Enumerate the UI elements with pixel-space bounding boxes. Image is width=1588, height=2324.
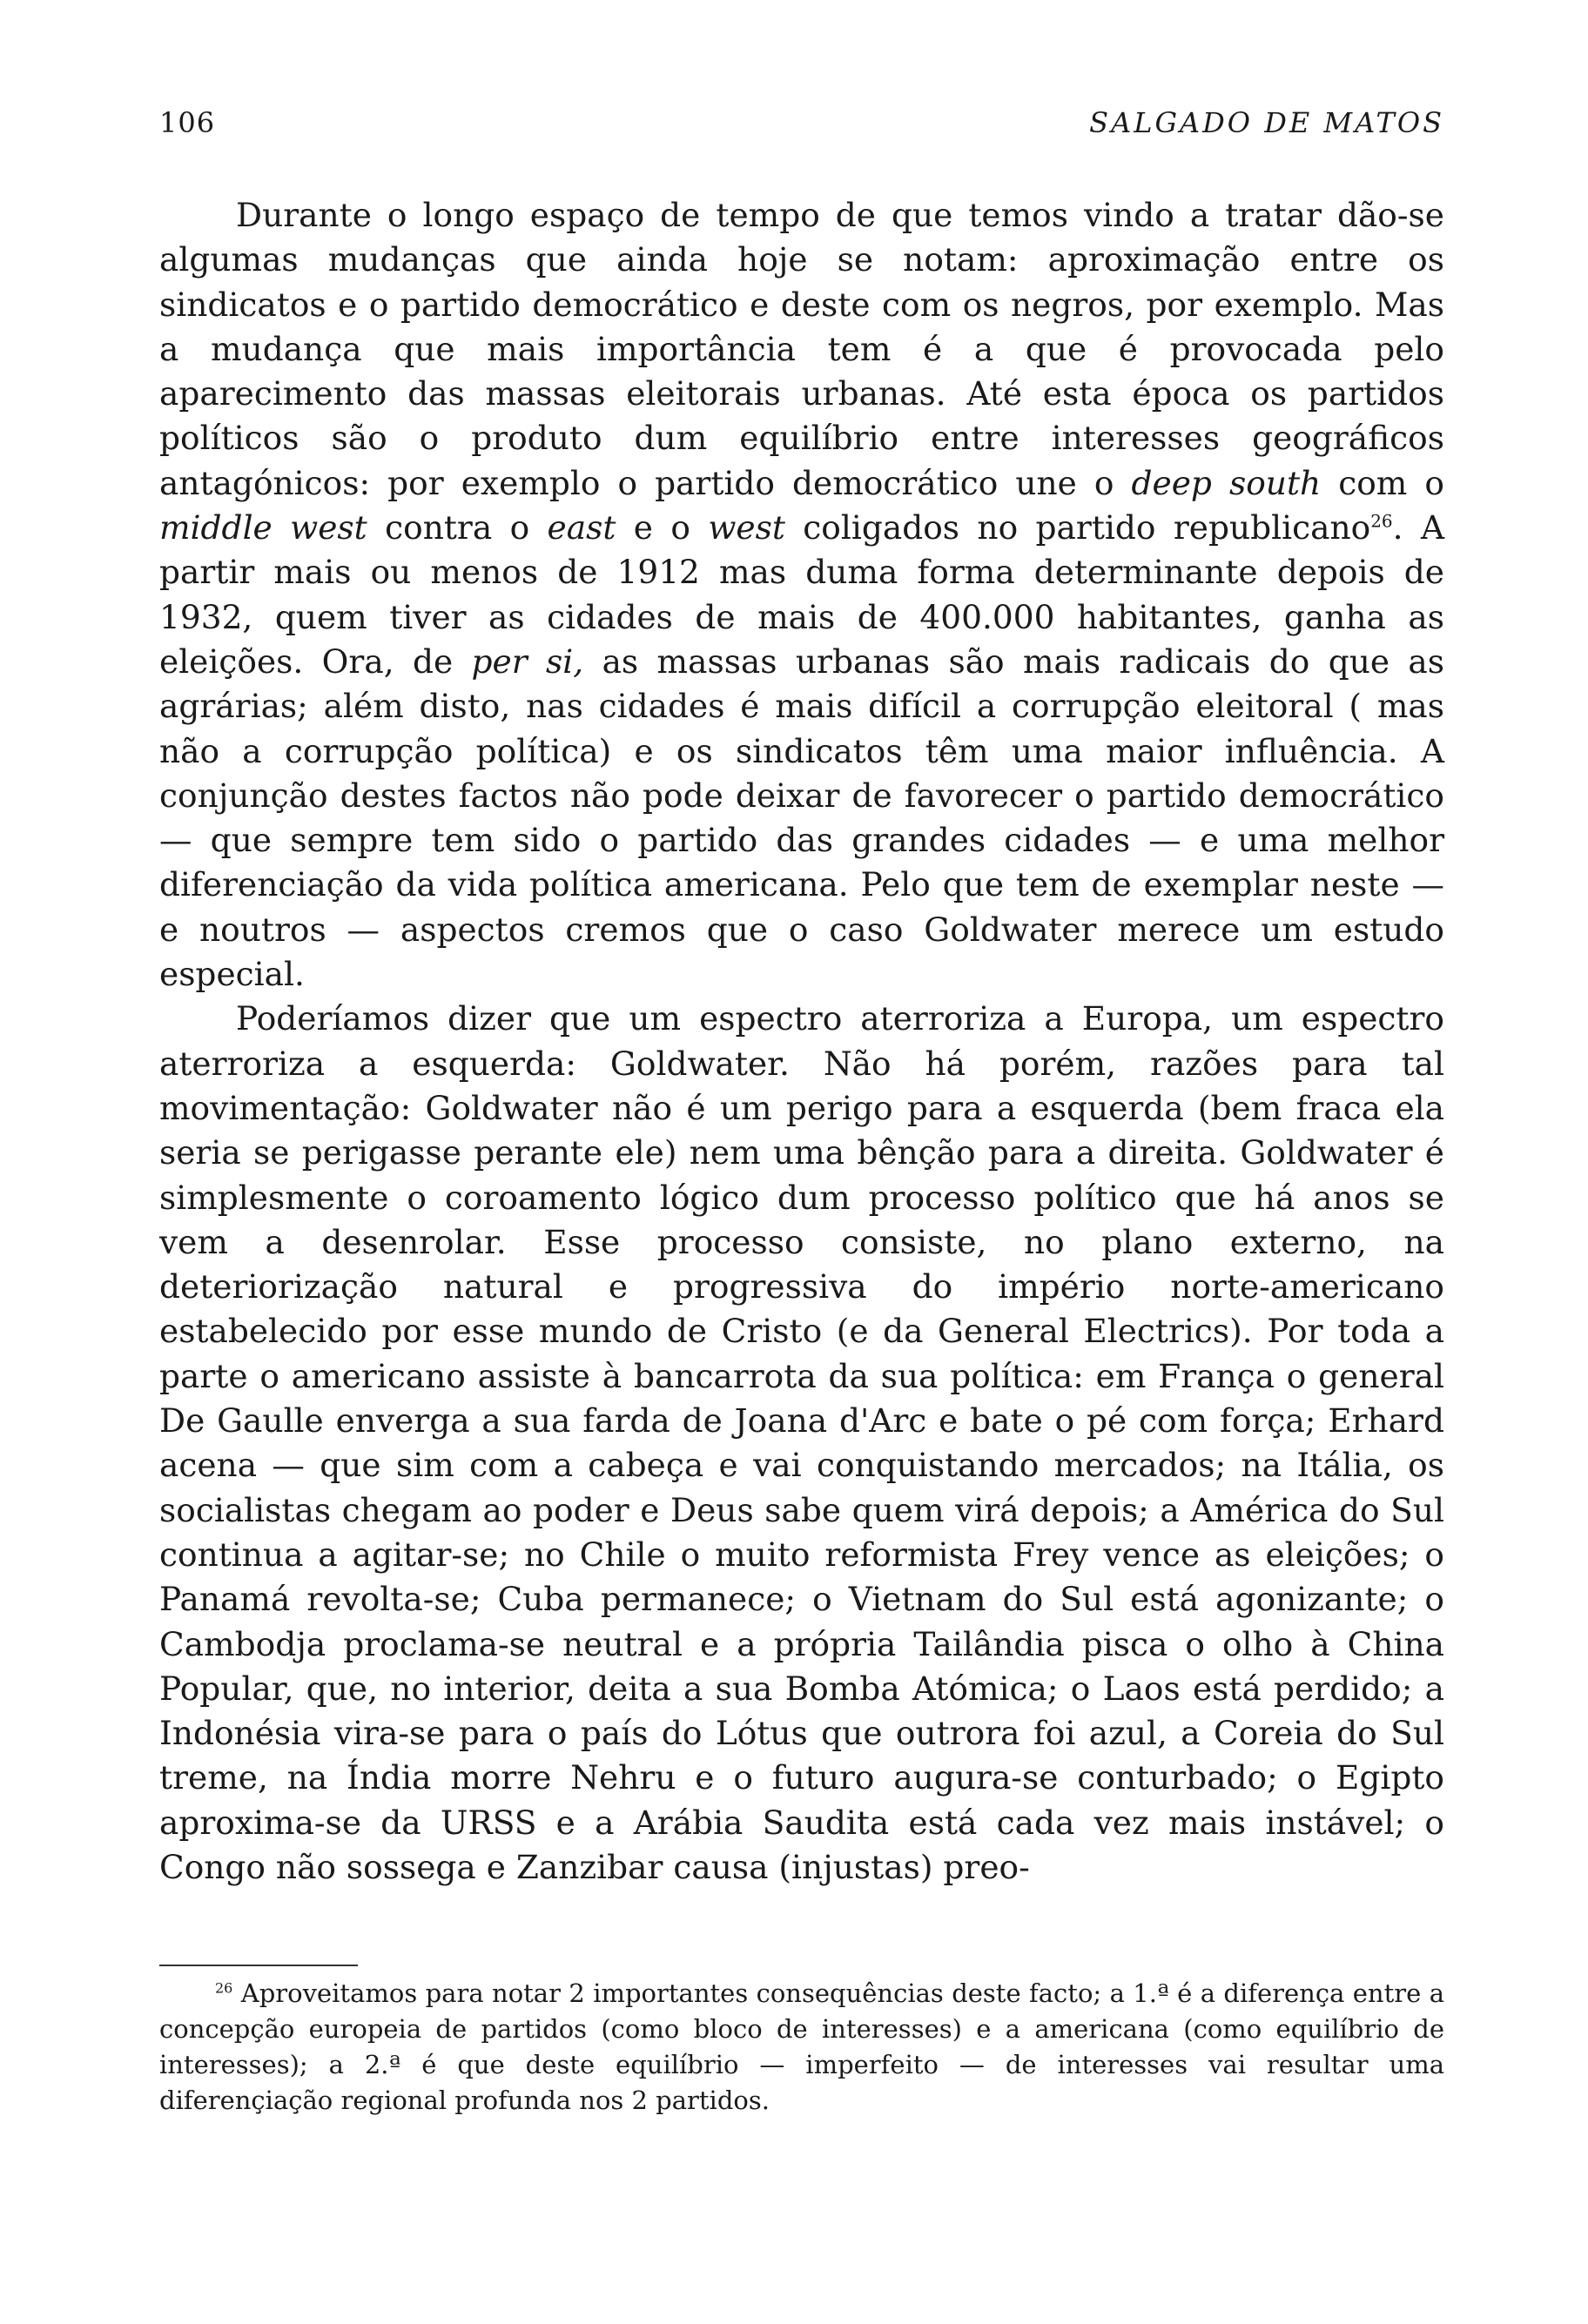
italic-term: deep south <box>1131 463 1322 502</box>
italic-term: east <box>547 508 616 547</box>
page-number: 106 <box>159 106 216 139</box>
text-segment: . A partir mais ou menos de 1912 mas duma forma determinante depois de 1932, quem tiver as cidades de mais de 400.000 habitantes, ganha as eleições. Ora, de <box>159 508 1445 681</box>
italic-term: west <box>708 508 785 547</box>
running-title: SALGADO DE MATOS <box>1089 106 1444 139</box>
text-segment: as massas urbanas são mais radicais do que as agrárias; além disto, nas cidades é mais difícil a corrupção eleitoral ( mas não a corrupção política) e os sindicatos têm uma maior influência. A conjunção destes factos não pode deixar de favorecer o partido democrático — que sempre tem sido o partido das grandes cidades — e uma melhor diferenciação da vida política americana. Pelo que tem de exemplar neste — e noutros — aspectos cremos que o caso Goldwater merece um estudo especial. <box>159 641 1445 994</box>
footnote-divider <box>159 1965 358 1966</box>
paragraph-1 <box>159 193 1444 997</box>
italic-term: per si, <box>471 641 584 681</box>
footnote-paragraph <box>159 1976 1444 2119</box>
italic-term: middle west <box>159 508 367 547</box>
text-segment: com o <box>1321 463 1444 502</box>
footnote-marker: 26 <box>215 1979 233 1997</box>
text-segment: contra o <box>367 508 548 547</box>
footnote-reference: 26 <box>1370 510 1393 532</box>
text-segment: coligados no partido republicano <box>784 508 1371 547</box>
footnote-text: Aproveitamos para notar 2 importantes consequências deste facto; a 1.ª é a diferença entre a concepção europeia de partidos (como bloco de interesses) e a americana (como equilíbrio de interesses); a 2.ª é que deste equilíbrio — imperfeito — de interesses vai resultar uma diferençiação regional profunda nos 2 partidos. <box>159 1978 1444 2115</box>
paragraph-2: Poderíamos dizer que um espectro aterroriza a Europa, um espectro aterroriza a esquerda: Goldwater. Não há porém, razões para tal movimentação: Goldwater não é um perigo para a esquerda (bem fraca ela seria se perigasse perante ele) nem uma bênção para a direita. Goldwater é simplesmente o coroamento lógico dum processo político que há anos se vem a desenrolar. Esse processo consiste, no plano externo, na deteriorização natural e progressiva do império norte-americano estabelecido por esse mundo de Cristo (e da General Electrics). Por toda a parte o americano assiste à bancarrota da sua política: em França o general De Gaulle enverga a sua farda de Joana d'Arc e bate o pé com força; Erhard acena — que sim com a cabeça e vai conquistando mercados; na Itália, os socialistas chegam ao poder e Deus sabe quem virá depois; a América do Sul continua a agitar-se; no Chile o muito reformista Frey vence as eleições; o Panamá revolta-se; Cuba permanece; o Vietnam do Sul está agonizante; o Cambodja proclama-se neutral e a própria Tailândia pisca o olho à China Popular, que, no interior, deita a sua Bomba Atómica; o Laos está perdido; a Indonésia vira-se para o país do Lótus que outrora foi azul, a Coreia do Sul treme, na Índia morre Nehru e o futuro augura-se conturbado; o Egipto aproxima-se da URSS e a Arábia Saudita está cada vez mais instável; o Congo não sossega e Zanzibar causa (injustas) preo- <box>159 999 1444 1886</box>
page-header <box>159 106 1444 139</box>
text-segment: e o <box>616 508 709 547</box>
text-segment: Durante o longo espaço de tempo de que temos vindo a tratar dão-se algumas mudanças que ainda hoje se notam: aproximação entre os sindicatos e o partido democrático e deste com os negros, por exemplo. Mas a mudança que mais importância tem é a que é provocada pelo aparecimento das massas eleitorais urbanas. Até esta época os partidos políticos são o produto dum equilíbrio entre interesses geográficos antagónicos: por exemplo o partido democrático une o <box>159 196 1444 502</box>
main-text <box>159 193 1444 1890</box>
footnote <box>159 1976 1444 2119</box>
